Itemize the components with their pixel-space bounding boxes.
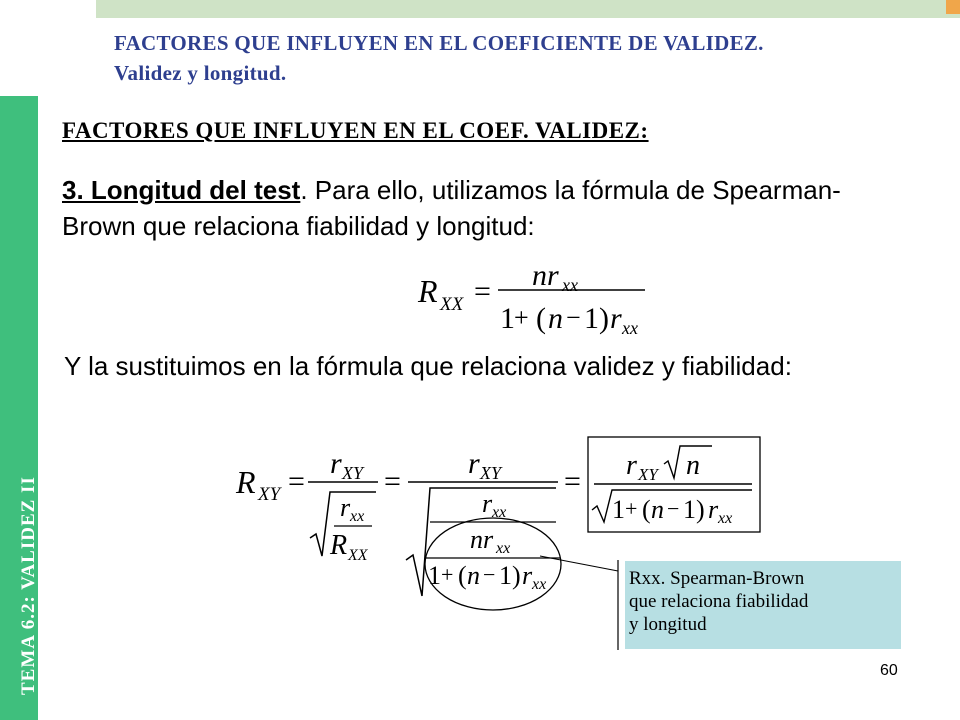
svg-text:nr: nr <box>470 525 494 554</box>
page-number: 60 <box>880 662 898 679</box>
svg-text:=: = <box>288 465 305 498</box>
svg-text:XX: XX <box>440 294 464 315</box>
note-line-1: Rxx. Spearman-Brown <box>629 568 805 589</box>
svg-text:+: + <box>625 496 638 521</box>
svg-text:1): 1) <box>499 561 521 590</box>
svg-text:r: r <box>522 561 533 590</box>
svg-text:n: n <box>548 302 563 335</box>
svg-text:xx: xx <box>532 576 547 593</box>
svg-text:−: − <box>566 303 581 332</box>
svg-text:+: + <box>514 303 529 332</box>
svg-text:R: R <box>236 464 256 500</box>
svg-text:(: ( <box>642 495 651 524</box>
svg-text:−: − <box>667 496 680 521</box>
paragraph-sustitucion: Y la sustituimos en la fórmula que relaciona validez y fiabilidad: <box>64 351 792 381</box>
svg-text:1: 1 <box>500 302 515 335</box>
svg-text:r: r <box>468 447 480 480</box>
svg-text:r: r <box>482 489 493 518</box>
svg-text:+: + <box>441 562 454 587</box>
svg-text:1: 1 <box>612 495 625 524</box>
paragraph-lead: 3. Longitud del test <box>62 175 301 205</box>
svg-text:XY: XY <box>342 463 364 483</box>
paragraph-rest: . Para ello, utilizamos la fórmula de Spearman-Brown que relaciona fiabilidad y longitud: <box>62 175 841 241</box>
svg-text:=: = <box>474 275 491 308</box>
note-line-3: y longitud <box>629 614 707 635</box>
svg-text:(: ( <box>536 302 546 335</box>
svg-text:−: − <box>483 562 496 587</box>
spearman-brown-formula <box>417 259 645 338</box>
svg-text:(: ( <box>458 561 467 590</box>
svg-text:r: r <box>610 302 622 335</box>
svg-text:n: n <box>651 495 664 524</box>
svg-text:XY: XY <box>480 463 502 483</box>
svg-text:=: = <box>384 465 401 498</box>
spearman-brown-note <box>625 561 901 649</box>
svg-text:1): 1) <box>683 495 705 524</box>
svg-text:XX: XX <box>348 547 368 564</box>
svg-text:=: = <box>564 465 581 498</box>
svg-text:R: R <box>418 273 438 309</box>
svg-text:xx: xx <box>492 504 507 521</box>
svg-text:XY: XY <box>258 484 281 505</box>
svg-text:R: R <box>330 530 348 561</box>
svg-text:1): 1) <box>584 302 609 335</box>
sidebar-label: TEMA 6.2: VALIDEZ II <box>18 476 39 695</box>
svg-text:xx: xx <box>350 508 365 525</box>
svg-text:r: r <box>708 495 719 524</box>
svg-text:xx: xx <box>718 510 733 527</box>
svg-text:1: 1 <box>428 561 441 590</box>
svg-text:r: r <box>340 493 351 522</box>
header-line-1: FACTORES QUE INFLUYEN EN EL COEFICIENTE DE VALIDEZ. <box>114 31 764 55</box>
svg-text:xx: xx <box>496 540 511 557</box>
svg-text:r: r <box>330 447 342 480</box>
svg-text:n: n <box>467 561 480 590</box>
svg-text:xx: xx <box>562 275 578 295</box>
section-title: FACTORES QUE INFLUYEN EN EL COEF. VALIDEZ: <box>62 118 649 143</box>
svg-text:r: r <box>626 450 637 481</box>
svg-text:nr: nr <box>532 259 559 292</box>
svg-text:n: n <box>686 450 700 481</box>
header-line-2: Validez y longitud. <box>114 61 287 85</box>
note-line-2: que relaciona fiabilidad <box>629 591 809 612</box>
svg-text:XY: XY <box>638 465 658 484</box>
svg-text:xx: xx <box>622 318 638 338</box>
